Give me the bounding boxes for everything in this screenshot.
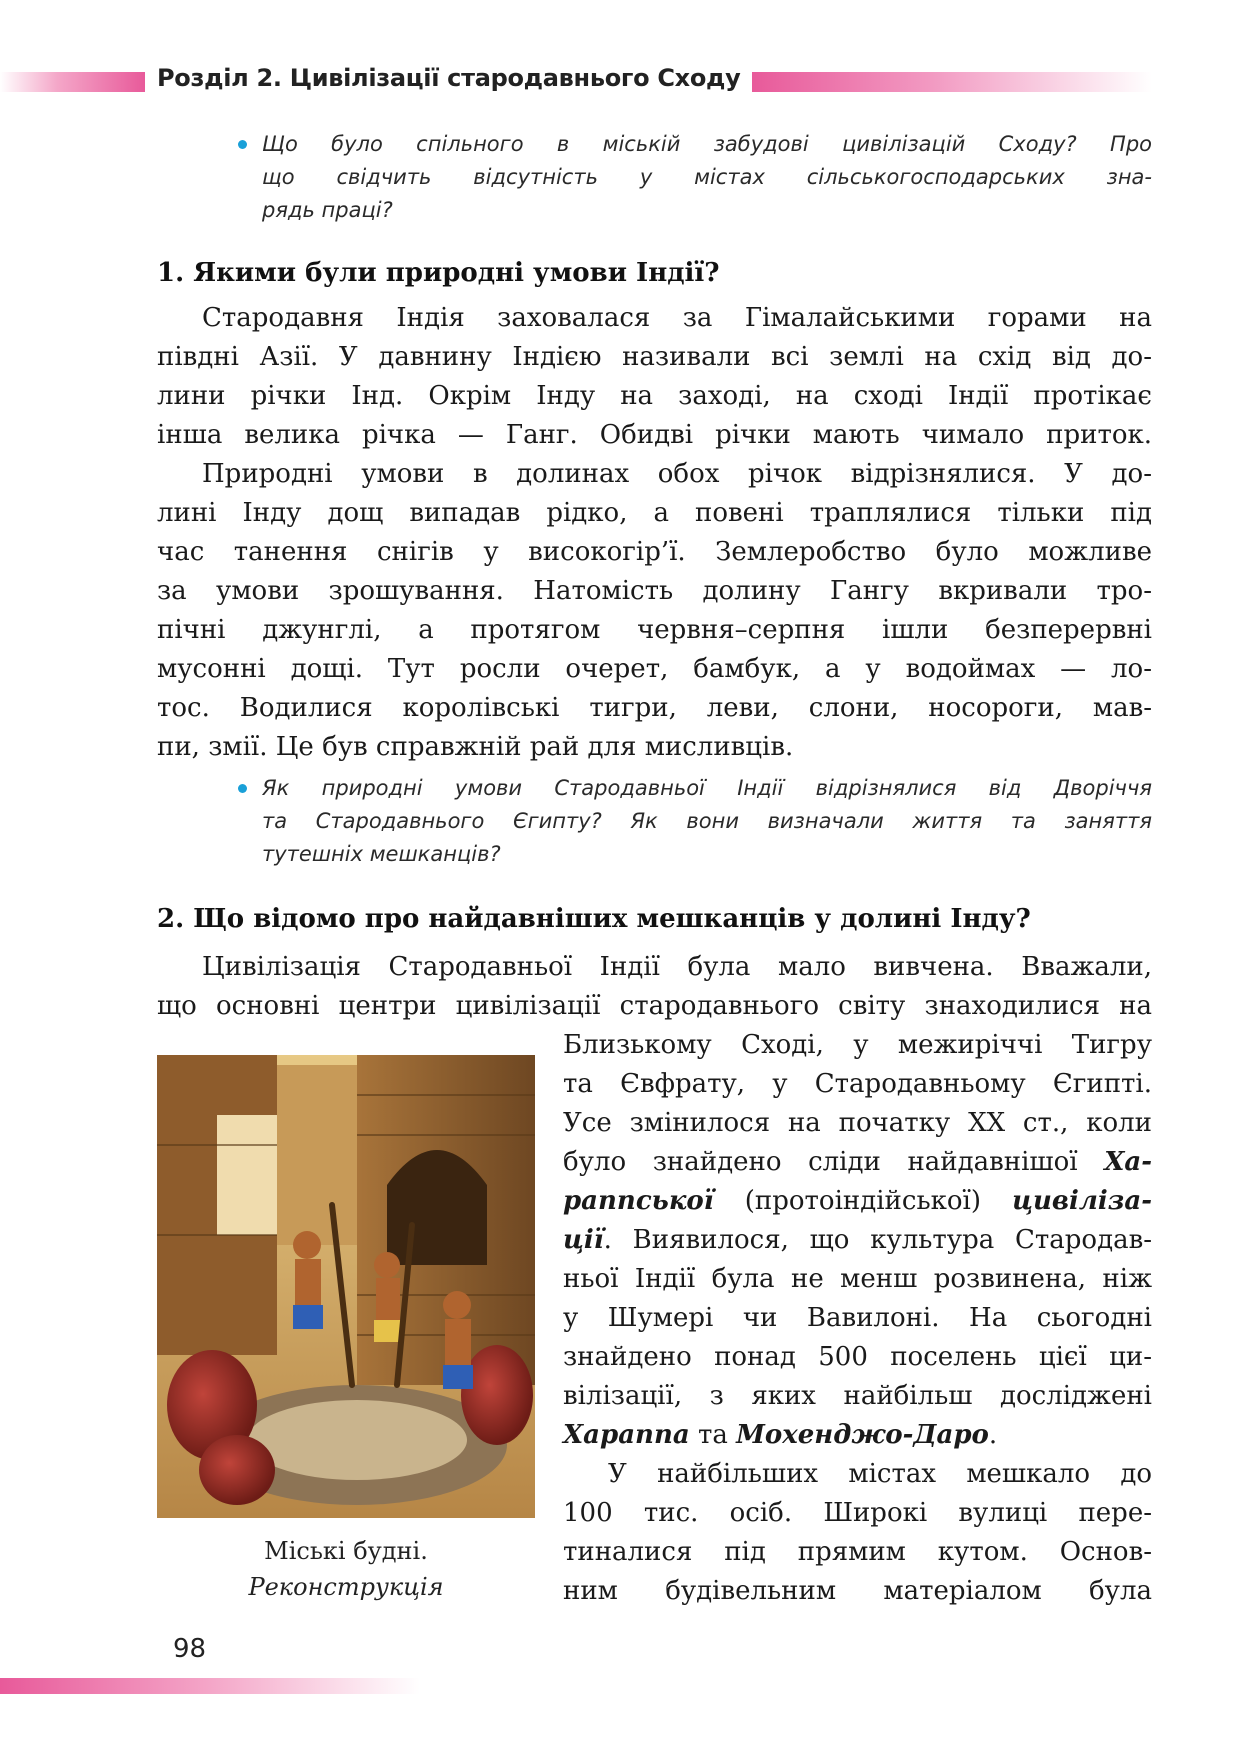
- text-line: що основні центри цивілізації стародавнього світу знаходилися на: [157, 991, 1152, 1021]
- term-civilization-part: цивіліза-: [1012, 1186, 1152, 1216]
- term-harappan-part: Ха-: [1104, 1147, 1152, 1177]
- text-line: 100 тис. осіб. Широкі вулиці пере-: [563, 1498, 1152, 1528]
- section-2-heading: 2. Що відомо про найдавніших мешканців у долині Інду?: [157, 904, 1031, 934]
- term-harappa: Хараппа: [563, 1420, 690, 1450]
- text-line: ньої Індії була не менш розвинена, ніж: [563, 1264, 1152, 1294]
- text-line: [563, 1182, 1152, 1221]
- section-1-paragraph-2: [157, 455, 1152, 767]
- question-line: та Стародавнього Єгипту? Як вони визначали життя та заняття: [262, 809, 1152, 833]
- text-line: вілізації, з яких найбільш досліджені: [563, 1381, 1152, 1411]
- section-1-heading: 1. Якими були природні умови Індії?: [157, 258, 720, 288]
- text-run: та: [689, 1420, 737, 1450]
- section-2-paragraph-2: [563, 1455, 1152, 1611]
- text-line: [563, 1416, 1152, 1455]
- figure-caption-title: Міські будні.: [264, 1537, 428, 1565]
- text-line: Усе змінилося на початку XX ст., коли: [563, 1108, 1152, 1138]
- review-question-1: [262, 128, 1152, 227]
- text-line: за умови зрошування. Натомість долину Гангу вкривали тро-: [157, 576, 1152, 606]
- bullet-icon: [238, 140, 247, 149]
- text-line: та Євфрату, у Стародавньому Єгипті.: [563, 1069, 1152, 1099]
- text-line: тос. Водилися королівські тигри, леви, слони, носороги, мав-: [157, 693, 1152, 723]
- text-run: . Виявилося, що культура Стародав-: [603, 1225, 1152, 1255]
- question-line: тутешніх мешканців?: [262, 842, 501, 866]
- term-harappan-part: раппської: [563, 1186, 714, 1216]
- section-1-paragraph-1: [157, 299, 1152, 455]
- text-line: Стародавня Індія заховалася за Гімалайськими горами на: [202, 303, 1152, 333]
- illustration-drawing: [157, 1055, 535, 1518]
- text-line: пічні джунглі, а протягом червня–серпня ішли безперервні: [157, 615, 1152, 645]
- text-line: мусонні дощі. Тут росли очерет, бамбук, а у водоймах — ло-: [157, 654, 1152, 684]
- text-line: [563, 1143, 1152, 1182]
- page-number: 98: [173, 1634, 207, 1664]
- header-decor-band-left: [0, 72, 145, 92]
- text-line: Природні умови в долинах обох річок відрізнялися. У до-: [202, 459, 1152, 489]
- header-decor-band-right: [752, 72, 1152, 92]
- text-line: лини річки Інд. Окрім Інду на заході, на сході Індії протікає: [157, 381, 1152, 411]
- text-line: у Шумері чи Вавилоні. На сьогодні: [563, 1303, 1152, 1333]
- text-line: тиналися під прямим кутом. Основ-: [563, 1537, 1152, 1567]
- footer-decor-band: [0, 1678, 420, 1694]
- term-civilization-part: ції: [563, 1225, 604, 1255]
- text-line: У найбільших містах мешкало до: [608, 1459, 1152, 1489]
- term-mohenjo-daro: Мохенджо-Даро: [736, 1420, 989, 1450]
- text-line: пи, змії. Це був справжній рай для мисливців.: [157, 732, 794, 762]
- text-line: знайдено понад 500 поселень цієї ци-: [563, 1342, 1152, 1372]
- bullet-icon: [238, 784, 247, 793]
- text-line: Близькому Сході, у межиріччі Тигру: [563, 1030, 1152, 1060]
- question-line: Що було спільного в міській забудові цивілізацій Сходу? Про: [262, 132, 1152, 156]
- review-question-2: [262, 772, 1152, 871]
- text-line: ним будівельним матеріалом була: [563, 1576, 1152, 1606]
- running-head: Розділ 2. Цивілізації стародавнього Сходу: [157, 64, 741, 92]
- text-line: Цивілізація Стародавньої Індії була мало вивчена. Вважали,: [202, 952, 1152, 982]
- question-line: що свідчить відсутність у містах сільськогосподарських зна-: [262, 165, 1152, 189]
- figure-caption-subtitle: Реконструкція: [248, 1573, 444, 1601]
- city-life-reconstruction-illustration: [157, 1055, 535, 1518]
- text-run: .: [988, 1420, 998, 1450]
- section-2-paragraph-1-intro: [157, 948, 1152, 1026]
- text-run: (протоіндійської): [744, 1186, 981, 1216]
- text-line: інша велика річка — Ганг. Обидві річки мають чимало приток.: [157, 420, 1152, 450]
- text-line: час танення снігів у високогір’ї. Землеробство було можливе: [157, 537, 1152, 567]
- question-line: Як природні умови Стародавньої Індії відрізнялися від Дворіччя: [262, 776, 1152, 800]
- text-line: лині Інду дощ випадав рідко, а повені траплялися тільки під: [157, 498, 1152, 528]
- text-run: було знайдено сліди найдавнішої: [563, 1147, 1078, 1177]
- text-line: півдні Азії. У давнину Індією називали всі землі на схід від до-: [157, 342, 1152, 372]
- question-line: рядь праці?: [262, 198, 393, 222]
- section-2-paragraph-1-wrapped: [563, 1026, 1152, 1455]
- text-line: [563, 1221, 1152, 1260]
